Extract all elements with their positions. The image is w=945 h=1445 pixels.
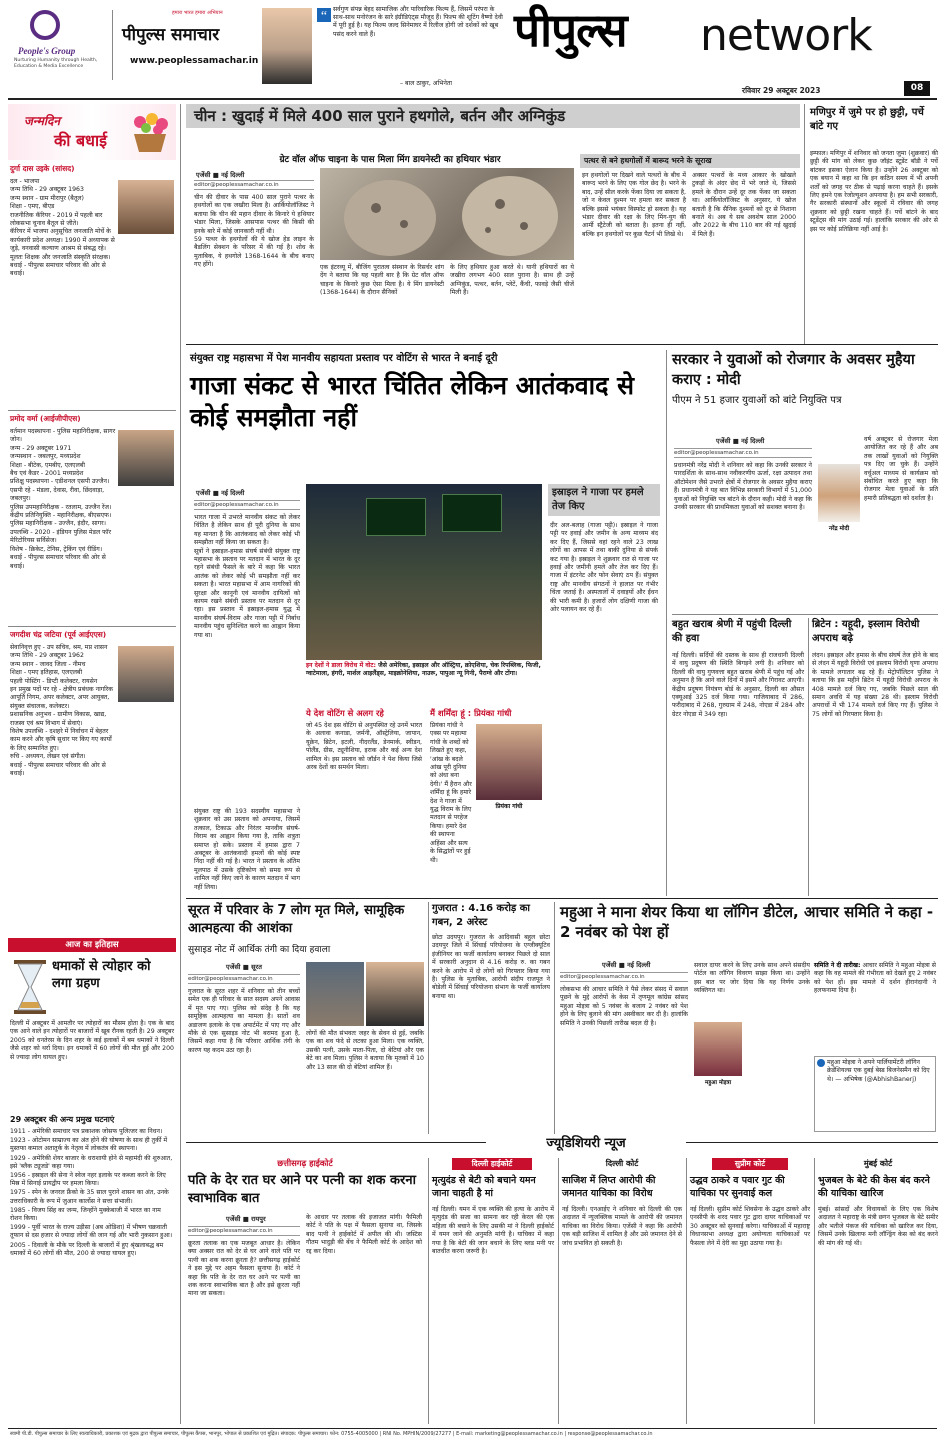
surat-body: गुजरात के सूरत शहर में शनिवार को तीन बच्चों समेत एक ही परिवार के सात सदस्य अपने आवास में मृत पाए गए। पुलिस को संदेह है कि यह सामूहिक आत्महत्या का मामला है। सातों शव अडाजण इलाके के एक अपार्टमेंट में पाए गए और मौके से एक सुसाइड नोट भी बरामद हुआ है, जिसमें कहा गया है कि परिवार आर्थिक तंगी के कारण यह कदम उठा रहा है। bbox=[188, 988, 300, 1054]
gaza-body-1: भारत गाजा में उभरते मानवीय संकट को लेकर चिंतित है लेकिन साथ ही पूरी दुनिया के साथ यह मानता है कि आतंकवाद को लेकर कोई भी समझौता नहीं किया जा सकता है। सूत्रों ने इस्राइल-हमास संघर्ष संबंधी संयुक्त राष्ट्र महासभा के प्रस्ताव पर मतदान में भारत के दूर रहने संबंधी फैसले के बारे में कहा कि भारत आतंक को लेकर कोई भी समझौता नहीं कर सकता है। भारत महासभा में आम नागरिकों की सुरक्षा और कानूनी एवं मानवीय दायित्वों को कायम रखने संबंधी प्रस्ताव पर मतदान से दूर रहा। इस प्रस्ताव में इस्राइल-हमास युद्ध में मानवीय संघर्ष-विराम और गाजा पट्टी में निर्बाध मानवीय पहुंच सुनिश्चित करने का आह्वान किया गया था। bbox=[194, 514, 300, 639]
mahua-byline: एजेंसी ■ नई दिल्ली bbox=[602, 961, 651, 969]
group-name: People's Group bbox=[18, 46, 76, 56]
quote-icon: “ bbox=[317, 8, 331, 22]
mb-headline: भुजबल के बेटे की केस बंद करने की याचिका खारिज bbox=[818, 1175, 930, 1199]
gujarat-headline: गुजरात : 4.16 करोड़ का गबन, 2 अरेस्ट bbox=[432, 903, 531, 928]
chh-byline: एजेंसी ■ रायपुर bbox=[226, 1215, 266, 1223]
surat-byline: एजेंसी ■ सूरत bbox=[226, 963, 262, 971]
gujarat-story bbox=[432, 902, 550, 1134]
gaza-body-2: संयुक्त राष्ट्र की 193 सदस्यीय महासभा ने शुक्रवार को उस प्रस्ताव को अपनाया, जिसमें तत्काल, टिकाऊ और निरंतर मानवीय संघर्ष-विराम का आह्वान किया गया है, ताकि शत्रुता समाप्त हो सके। प्रस्ताव में हमास द्वारा 7 अक्टूबर के आतंकवादी हमलों की कोई स्पष्ट निंदा नहीं की गई है। भारत ने प्रस्ताव के अंतिम मूलपाठ में उसके दृष्टिकोण को समग्र रूप से शामिल नहीं किए जाने के कारण मतदान में भाग नहीं लिया। bbox=[194, 808, 300, 891]
chh-email: editor@peoplessamachar.co.in bbox=[188, 1226, 300, 1236]
manipur-headline: मणिपुर में जुमे पर हो छुट्टी, पर्चे बांटे गए bbox=[810, 107, 924, 132]
brand-english: network bbox=[700, 10, 872, 61]
modi-caption: नरेंद्र मोदी bbox=[828, 526, 850, 532]
masthead bbox=[0, 0, 945, 96]
mahua-caption: महुआ मोइत्रा bbox=[704, 1080, 732, 1086]
china-byline: एजेंसी ■ नई दिल्ली bbox=[196, 171, 245, 179]
delhi-hc-headline: मृत्युदंड से बेटी को बचाने यमन जाना चाहती है मां bbox=[432, 1175, 536, 1199]
priyanka-caption: प्रियंका गांधी bbox=[495, 803, 523, 810]
gaza-sub1-body: जो 45 देश इस वोटिंग से अनुपस्थित रहे उनमें भारत के अलावा कनाडा, जर्मनी, ऑस्ट्रेलिया, जापान, यूक्रेन, ब्रिटेन, इटली, नीदरलैंड, डेनमार्क, स्वीडन, पोलैंड, ग्रीस, ट्यूनीशिया, इराक और कई अन्य देश शामिल थे। इस प्रस्ताव को जॉर्डन ने पेश किया जिसे अरब देशों का समर्थन मिला। bbox=[306, 722, 422, 772]
chhattisgarh-hc bbox=[186, 1158, 424, 1424]
britain-story bbox=[812, 618, 938, 896]
delhi-court-headline: साजिश में लिप्त आरोपी की जमानत याचिका का विरोध bbox=[562, 1175, 656, 1199]
tweet-box bbox=[814, 1056, 936, 1132]
caption-body: जैसे अमेरिका, इस्राइल और ऑस्ट्रिया, क्रोएशिया, चेक रिपब्लिक, फिजी, ग्वाटेमाला, हंगरी, मार्शल आइलैंड्स, माइक्रोनेशिया, नाउरू, पापुआ न्यू गिनी, पैराग्वे और टोंगा। bbox=[306, 662, 541, 678]
mahua-right-head: समिति ने दी तारीख: bbox=[814, 962, 861, 969]
event-item: 1911 - अमेरिकी समाचार पत्र प्रकाशक जोसफ पुलित्जर का निधन। bbox=[10, 1128, 163, 1135]
manipur-body: इम्फाल। मणिपुर में शनिवार को जनता जुमा (शुक्रवार) की छुट्टी की मांग को लेकर कुछ जॉइंट स्टूडेंट बॉडी ने पर्चे बांटकर इसका ऐलान किया है। उन्होंने 26 अक्टूबर को एक बयान में कहा था कि इन कठिन समय में भी अपनी शर्तों को जगह पर ठीक से पढ़ाई करना चाहते हैं। इसके लिए हमने एक रेजोल्यूशन अपनाया है। हम सभी सरकारी, गैर सरकारी संस्थानों और स्कूलों में रविवार की जगह शुक्रवार को छुट्टी रखना चाहते हैं। पर्चे बांटने के बाद स्टूडेंट्स की मांग उठाई गई। हालांकि सरकार की ओर से इस पर कोई प्रतिक्रिया नहीं आई है। bbox=[810, 150, 938, 233]
aaj-headline: धमाकों से त्योहार को लगा ग्रहण bbox=[52, 959, 151, 991]
delhi-court-label: दिल्ली कोर्ट bbox=[605, 1159, 639, 1168]
gaza-byline: एजेंसी ■ नई दिल्ली bbox=[196, 489, 245, 497]
surat-man-photo bbox=[366, 962, 424, 1026]
gaza-kicker: संयुक्त राष्ट्र महासभा में पेश मानवीय सहायता प्रस्ताव पर वोटिंग से भारत ने बनाई दूरी bbox=[190, 353, 498, 364]
china-col3: के लिए हथियार हुआ करते थे। यानी हथियारों का ये जखीरा लगभग 400 साल पुराना है। साथ ही उन्हें अग्निकुंड, पत्थर, बर्तन, प्लेटें, कैंची, फावड़े जैसी चीजें मिली हैं। bbox=[450, 264, 574, 297]
surat-story bbox=[186, 902, 426, 1134]
modi-story bbox=[672, 350, 938, 614]
gaza-sub3-head: इस्राइल ने गाजा पर हमले तेज किए bbox=[548, 484, 660, 516]
p3-name: जगदीश चंद्र जटिया (पूर्व आईएएस) bbox=[10, 630, 107, 639]
celebrity-quote: सर्वगुण संपन्न बेहद सामाजिक और पारिवारिक फिल्म हैं, जिसमें परंपरा के साथ-साथ मनोरंजन के सारे इंग्रीडिएंट्स मौजूद हैं। फिल्म की शूटिंग वैष्णो देवी में पूरी हुई है। यह फिल्म जल्द सिनेमाघर में रिलीज होगी जो दर्शकों को खूब पसंद करने वाले हैं। bbox=[333, 6, 503, 38]
mb-body: मुंबई। सांसदों और विधायकों के लिए एक विशेष अदालत ने महाराष्ट्र के मंत्री छगन भुजबल के बेटे समीर और भतीजे पंकज की याचिका को खारिज कर दिया, जिसमें उनके खिलाफ मनी लॉन्ड्रिंग केस को बंद करने की मांग की गई थी। bbox=[818, 1206, 938, 1247]
website-link[interactable]: www.peoplessamachar.in bbox=[130, 56, 259, 66]
p2-name: प्रमोद वर्मा (आईजीपीएस) bbox=[10, 414, 81, 423]
delhi-air-story bbox=[672, 618, 804, 896]
china-side-col1: इन हथगोलों पर दिखने वाले पत्थरों के बीच में बारूद भरने के लिए एक गोल छेद है। भरने के बाद, उन्हें सील करके फेंका दिया जा सकता है, जो न केवल दुश्मन पर हमला कर सकता है बल्कि इससे भयंकर विस्फोट हो सकता है। यह भंडार दीवार की रक्षा के लिए मिंग-युग की आर्मी स्ट्रैटेजी को बताता है। इतना ही नहीं, बल्कि इन हथगोलों पर कुछ पैटर्न भी लिखे थे। bbox=[582, 172, 686, 238]
gaza-headline: गाजा संकट से भारत चिंतित लेकिन आतंकवाद से कोई समझौता नहीं bbox=[190, 371, 635, 432]
surat-body-2: लोगों की मौत संभवतः जहर के सेवन से हुई, जबकि एक का शव फंदे से लटका हुआ मिला। एक व्यक्ति, उसकी पत्नी, उसके माता-पिता, दो बेटियां और एक बेटे का शव मिला। पुलिस ने बताया कि मृतकों में 10 और 13 साल की दो बेटियां शामिल हैं। bbox=[306, 1030, 424, 1071]
mahua-headline: महुआ ने माना शेयर किया था लॉगिन डीटेल, आचार समिति ने कहा - 2 नवंबर को पेश हों bbox=[560, 903, 934, 941]
flower-basket-icon bbox=[130, 110, 170, 154]
mahua-right-body: आचार समिति ने महुआ मोइत्रा से कहा कि वह मामले की गंभीरता को देखते हुए 2 नवंबर को पेश हों। इस मामले में दर्शन हीरानंदानी ने हलफनामा दिया है। bbox=[814, 962, 936, 995]
manipur-story bbox=[810, 104, 938, 344]
tweet-icon bbox=[817, 1059, 825, 1067]
priyanka-gandhi-photo bbox=[476, 724, 542, 800]
p2-photo bbox=[118, 430, 174, 486]
supreme-court bbox=[690, 1158, 810, 1424]
mahua-right-col bbox=[814, 962, 936, 1052]
surat-family-photo bbox=[306, 962, 364, 1026]
chh-label: छत्तीसगढ़ हाईकोर्ट bbox=[277, 1158, 333, 1168]
vote-screen bbox=[366, 498, 426, 536]
sc-body: नई दिल्ली। सुप्रीम कोर्ट शिवसेना के उद्धव ठाकरे और एनसीपी के शरद पवार गुट द्वारा दायर याचिकाओं पर 30 अक्टूबर को सुनवाई करेगा। याचिकाओं में महाराष्ट्र विधानसभा अध्यक्ष द्वारा अयोग्यता याचिकाओं पर फैसला लेने में देरी का मुद्दा उठाया गया है। bbox=[690, 1206, 810, 1247]
gaza-sub2-head: मैं शर्मिंदा हूं : प्रियंका गांधी bbox=[430, 708, 512, 718]
britain-headline: ब्रिटेन : यहूदी, इस्लाम विरोधी अपराध बढ़े bbox=[812, 619, 920, 644]
china-email: editor@peoplessamachar.co.in bbox=[194, 180, 314, 190]
chh-body: क्रूरता तलाक का एक मजबूत आधार है। लेकिन क्या अक्सर रात को देर से घर आने वाले पति पर पत्नी का शक करना क्रूरता है? छत्तीसगढ़ हाईकोर्ट ने इस मुद्दे पर अहम फैसला सुनाया है। कोर्ट ने कहा कि पति के देर रात घर आने पर पत्नी का शक करना स्वाभाविक बात है और इसे क्रूरता नहीं माना जा सकता। bbox=[188, 1240, 300, 1298]
aaj-events-list bbox=[10, 1128, 174, 1424]
britain-body: लंदन। इस्राइल और हमास के बीच संघर्ष तेज होने के बाद से लंदन में यहूदी विरोधी एवं इस्लाम विरोधी घृणा अपराध के मामले लगातार बढ़ रहे हैं। मेट्रोपॉलिटन पुलिस ने बताया कि इस महीने ब्रिटेन में यहूदी विरोधी अपराध के 408 मामले दर्ज किए गए, जबकि पिछले साल की समान अवधि में यह संख्या 28 थी। इस्लाम विरोधी अपराधों में भी 174 मामले दर्ज किए गए हैं। पुलिस ने 75 लोगों को गिरफ्तार किया है। bbox=[812, 652, 938, 718]
aaj-body: दिल्ली में अक्टूबर में आमतौर पर त्योहारों का मौसम होता है। एक के बाद एक आने वाले इन त्योहारों पर बाजारों में खूब रौनक रहती है। 29 अक्टूबर 2005 को धनतेरस के दिन शहर के कई इलाकों में बम धमाकों ने दिल्ली जैसे शहर को थर्रा दिया। इन धमाकों में 60 लोगों की मौत हुई और 200 से ज्यादा लोग घायल हुए। bbox=[10, 1020, 174, 1061]
aaj-bar: आज का इतिहास bbox=[8, 938, 176, 952]
banner-title-1: जन्मदिन bbox=[24, 114, 61, 128]
vote-screen bbox=[442, 494, 502, 532]
event-item: 1985 - विजय सिंह का जन्म, जिन्होंने मुक्केबाजी में भारत का नाम रोशन किया। bbox=[10, 1206, 161, 1223]
gaza-sub2-body: प्रियंका गांधी ने एक्स पर महात्मा गांधी के शब्दों को लिखते हुए कहा, 'आंख के बदले आंख पूरी दुनिया को अंधा बना देगी।' मैं हैरान और शर्मिंदा हूं कि हमारे देश ने गाजा में युद्ध विराम के लिए मतदान से परहेज किया। हमारे देश की स्थापना अहिंसा और सत्य के सिद्धांतों पर हुई थी। bbox=[430, 722, 472, 864]
sc-headline: उद्धव ठाकरे व पवार गुट की याचिका पर सुनवाई कल bbox=[690, 1175, 785, 1199]
china-side-head: पत्थर से बने हथगोलों में बारूद भरने के सूराख bbox=[580, 154, 800, 168]
modi-sub: पीएम ने 51 हजार युवाओं को बांटे नियुक्ति पत्र bbox=[672, 395, 842, 406]
mumbai-court bbox=[818, 1158, 938, 1424]
gaza-sub1-head: ये देश वोटिंग से अलग रहे bbox=[306, 708, 384, 718]
celebrity-photo bbox=[262, 8, 312, 84]
surat-sub: सुसाइड नोट में आर्थिक तंगी का दिया हवाला bbox=[188, 945, 331, 955]
caption-head: इन देशों ने डाला विरोध में वोट: bbox=[306, 662, 376, 669]
mahua-photo bbox=[694, 1022, 742, 1076]
delhi-hc bbox=[432, 1158, 554, 1424]
gaza-block bbox=[186, 440, 662, 896]
modi-right: वर्ष अक्टूबर से रोजगार मेला आयोजित कर रहे हैं और अब तक लाखों युवाओं को नियुक्ति पत्र दिए जा चुके हैं। उन्होंने वर्चुअल माध्यम से कार्यक्रम को संबोधित करते हुए कहा कि रोजगार मेला युवाओं के प्रति हमारी प्रतिबद्धता को दर्शाता है। bbox=[864, 436, 938, 502]
surat-headline: सूरत में परिवार के 7 लोग मृत मिले, सामूहिक आत्महत्या की आशंका bbox=[188, 903, 405, 936]
page-number: 08 bbox=[904, 81, 930, 96]
mahua-story bbox=[558, 902, 938, 1134]
p1-name: दुर्गा दास उइके (सांसद) bbox=[10, 164, 75, 173]
gaza-email: editor@peoplessamachar.co.in bbox=[194, 500, 300, 510]
p1-details: दल - भाजपा जन्म तिथि - 29 अक्टूबर 1963 जन्म स्थान - ग्राम मीरापुर (बैतूल) शिक्षा - एमए, बीएड राजनीतिक कॅरियर - 2019 में पहली बार लोकसभा चुनाव बैतूल से जीते। कॅरियर में भाजपा अनुसूचित जनजाति मोर्चे के कार्यकारी प्रदेश अध्यक्ष। 1990 में अध्यापक से जुड़े, वनवासी कल्याण आश्रम से संबद्ध रहे। मूलतः शिक्षक और जनजाति संस्कृति संरक्षक। बधाई - पीपुल्स समाचार परिवार की ओर से बधाई। bbox=[10, 178, 115, 278]
group-tagline: Nurturing Humanity through Health, Education & Media Excellence bbox=[14, 58, 98, 69]
mb-label: मुंबई कोर्ट bbox=[863, 1159, 893, 1168]
gujarat-body: छोटा उदयपुर। गुजरात के आदिवासी बहुल छोटा उदयपुर जिले में सिंचाई परियोजना के एग्जीक्यूटिव इंजीनियर का फर्जी कार्यालय बनाकर पिछले दो साल में सरकारी अनुदान से 4.16 करोड़ रु. का गबन करने के आरोप में दो लोगों को गिरफ्तार किया गया है। पुलिस के मुताबिक, आरोपी संदीप राजपूत ने बोडेली में सिंचाई परियोजना संभाग के फर्जी कार्यालय बनाया था। bbox=[432, 934, 550, 1000]
delhi-air-body: नई दिल्ली। सर्दियों की दस्तक के साथ ही राजधानी दिल्ली में वायु प्रदूषण की स्थिति बिगड़ने लगी है। शनिवार को दिल्ली की वायु गुणवत्ता बहुत खराब श्रेणी में पहुंच गई और अनुमान है कि आने वाले दिनों में इसमें और गिरावट आएगी। केंद्रीय प्रदूषण नियंत्रण बोर्ड के अनुसार, दिल्ली का औसत एक्यूआई 325 दर्ज किया गया। गाजियाबाद में 286, फरीदाबाद में 268, गुरुग्राम में 248, नोएडा में 284 और ग्रेटर नोएडा में 349 रहा। bbox=[672, 652, 804, 718]
banner-title-2: की बधाई bbox=[54, 131, 107, 150]
hourglass-icon bbox=[12, 958, 48, 1016]
tweet-text: महुआ मोइत्रा ने अपने पार्लियामेंटरी लॉगिन क्रेडेंशियल्स एक दुबई बेस्ड बिजनेसमैन को दिए थे। — अभिषेक (@AbhishBanerj) bbox=[827, 1059, 930, 1083]
peoples-group-logo bbox=[30, 10, 60, 40]
mahua-body: लोकसभा की आचार समिति ने पैसे लेकर संसद में सवाल पूछने के मुद्दे आरोपों के केस में तृणमूल कांग्रेस सांसद महुआ मोइत्रा को 5 नवंबर के बजाय 2 नवंबर को पेश होने के लिए बुलाने की मांग अस्वीकार कर दी है। हालांकि समिति ने उनकी पिछली तारीख बदल दी है। bbox=[560, 986, 688, 1027]
modi-email: editor@peoplessamachar.co.in bbox=[674, 448, 812, 458]
mahua-body-2: सवाल दायर करने के लिए उनके साथ अपने संसदीय पोर्टल का लॉगिन विवरण साझा किया था। उन्होंने इस बात पर जोर दिया कि यह निर्णय उनके व्यक्तिगत था। bbox=[694, 962, 810, 995]
delhi-hc-label: दिल्ली हाईकोर्ट bbox=[452, 1158, 532, 1170]
china-side-col2: अक्सर पत्थरों के मध्य आकार के खोखले टुकड़ों के अंदर छेद में भरे जाते थे, जिससे हमले के दौरान उन्हें दूर तक फेंका जा सकता था। आर्कियोलॉजिस्ट के अनुसार, ये खोज बताती है कि सैनिक दुश्मनों को दूर से निशाना बनाते थे। अब ये सब अवशेष साल 2000 और 2022 के बीच 110 बार की गई खुदाई में मिले हैं। bbox=[692, 172, 796, 238]
china-col1: चीन की दीवार के पास 400 साल पुराने पत्थर के हथगोलों का एक जखीरा मिला है। आर्कियोलॉजिस्ट ने बताया कि चीन की महान दीवार के किनारे ये हथियार भंडार मिला, जिसके आसपास पत्थर की किसी की इनके बारे में कोई जानकारी नहीं थी। 59 पत्थर के हथगोलों की ये खोज हेड लाइन के बैडलिंग सेक्शन के परिसर में की गई है। शोध के मुताबिक, ये हथगोले 1368-1644 के बीच बनाए गए होंगे। bbox=[194, 194, 314, 269]
delhi-hc-body: नई दिल्ली। यमन में एक व्यक्ति की हत्या के आरोप में मृत्युदंड की सजा का सामना कर रही केरल की एक महिला की बचाने के लिए उसकी मां ने दिल्ली हाईकोर्ट में यमन जाने की अनुमति मांगी है। याचिका में कहा गया है कि बेटी की जान बचाने के लिए ब्लड मनी पर बातचीत करना जरूरी है। bbox=[432, 1206, 554, 1256]
aaj-ka-itihas bbox=[8, 938, 176, 1426]
delhi-court bbox=[562, 1158, 682, 1424]
delhi-air-headline: बहुत खराब श्रेणी में पहुंची दिल्ली की हवा bbox=[672, 619, 792, 644]
p2-details: वर्तमान पदस्थापना - पुलिस महानिरीक्षक, सागर जोन। जन्म - 29 अक्टूबर 1971 जन्मस्थान - जबलपुर, मध्यप्रदेश शिक्षा - बीटेक, एमबीए, एलएलबी बैच एवं कैडर - 2001 मध्यप्रदेश प्रशिक्षु पदस्थापना - एडीशनल एसपी उज्जैन। एसपी रहे - मंडला, देवास, रीवा, छिंदवाड़ा, जबलपुर। पुलिस उपमहानिरीक्षक - रतलाम, उज्जैन रेंज। केंद्रीय प्रतिनियुक्ति - महानिरीक्षक, बीएसएफ। पुलिस महानिरीक्षक - उज्जैन, इंदौर, सागर। उपलब्धि - 2020 - इंडियन पुलिस मेडल फॉर मेरिटोरियस सर्विसेज। विशेष - क्रिकेट, टेनिस, ट्रेकिंग एवं रीडिंग। बधाई - पीपुल्स समाचार परिवार की ओर से बधाई। bbox=[10, 428, 116, 570]
p1-photo bbox=[118, 180, 174, 234]
stone-grenades-photo bbox=[320, 168, 574, 260]
celebrity-name: – बाल ठाकुर, अभिनेता bbox=[400, 80, 453, 87]
brand-hindi: पीपुल्स bbox=[514, 3, 627, 57]
paper-tag: हमारा भारत हमारा अभियान bbox=[172, 10, 223, 16]
event-item: 1975 - स्पेन के जनरल फ्रैंको के 35 साल पुराने शासन का अंत, उनके उत्तराधिकारी के रूप में जुआन कार्लोस ने सत्ता संभाली। bbox=[10, 1189, 169, 1205]
event-item: 1956 - इस्राइल की सेना ने स्वेज नहर इलाके पर कब्जा करने के लिए मिस्र में सिनाई प्रायद्वीप पर हमला किया। bbox=[10, 1172, 166, 1188]
event-item: 2005 - दिवाली के मौके पर दिल्ली के बाजारों में हुए श्रृंखलाबद्ध बम धमाकों में 60 लोगों की मौत, 200 से ज्यादा घायल हुए। bbox=[10, 1241, 164, 1257]
p3-photo bbox=[118, 646, 174, 702]
modi-body: प्रधानमंत्री नरेंद्र मोदी ने शनिवार को कहा कि उनकी सरकार ने पारदर्शिता के साथ-साथ नवीकरणीय ऊर्जा, रक्षा उत्पादन तथा ऑटोमेशन जैसे उभरते क्षेत्रों में रोजगार के अवसर मुहैया कराए हैं। प्रधानमंत्री ने यह बात विभिन्न सरकारी विभागों में 51,000 युवाओं को नियुक्ति पत्र बांटने के दौरान कही। मोदी ने कहा कि उनकी सरकार की प्राथमिकता युवाओं को सशक्त बनाना है। bbox=[674, 462, 812, 512]
footer-imprint: स्वामी पी.डी. पीपुल्स समाचार के लिए स्वत्वाधिकारी, प्रकाशक एवं मुद्रक द्वारा पीपुल्स समाचार, पीपुल्स कैंपस, भानपुर, भोपाल से प्रकाशित एवं मुद्रित। संपादक: पीपुल्स समाचार। फोन: 0755-4005000 | RNI No. MPHIN/2009/27277 | E-mail: marketing@peoplessamachar.co.in | response@peoplessamachar.co.in bbox=[10, 1431, 653, 1437]
issue-date: रविवार 29 अक्टूबर 2023 bbox=[742, 86, 821, 95]
modi-photo bbox=[818, 464, 860, 522]
delhi-court-body: नई दिल्ली। एनआईए ने शनिवार को दिल्ली की एक अदालत में न्यूजक्लिक मामले के आरोपी की जमानत याचिका का विरोध किया। एजेंसी ने कहा कि आरोपी एक बड़ी साजिश में शामिल है और उसे जमानत देने से जांच प्रभावित हो सकती है। bbox=[562, 1206, 682, 1247]
china-headline: चीन : खुदाई में मिले 400 साल पुराने हथगोले, बर्तन और अग्निकुंड bbox=[186, 104, 800, 128]
event-item: 1999 - पूर्वी भारत के राज्य उड़ीसा (अब ओडिशा) में भीषण चक्रवाती तूफान से दस हजार से ज्यादा लोगों की जान गई और भारी नुकसान हुआ। bbox=[10, 1224, 173, 1240]
surat-email: editor@peoplessamachar.co.in bbox=[188, 974, 300, 984]
paper-name: पीपुल्स समाचार bbox=[122, 25, 220, 45]
judiciary-band: ज्यूडिशियरी न्यूज bbox=[486, 1134, 686, 1154]
gaza-sub3-body: दीर अल-बलाह (गाजा पट्टी)। इस्राइल ने गाजा पट्टी पर हवाई और जमीन के अन्य माध्यम बंद कर दिए हैं, जिससे वहां रहने वाले 23 लाख लोगों का आपस में तथा बाकी दुनिया से संपर्क कट गया है। इस्राइल ने शुक्रवार रात से गाजा पर हवाई और जमीनी हमले और तेज कर दिए हैं। गाजा में इंटरनेट और फोन सेवाएं ठप हैं। संयुक्त राष्ट्र और मानवीय संगठनों ने हालात पर गंभीर चिंता जताई है। अस्पतालों में दवाइयों और ईंधन की भारी कमी है। हजारों लोग दक्षिणी गाजा की ओर पलायन कर रहे हैं। bbox=[550, 522, 658, 614]
birthday-banner bbox=[8, 104, 176, 160]
aaj-events-title: 29 अक्टूबर की अन्य प्रमुख घटनाएं bbox=[10, 1115, 115, 1124]
mahua-email: editor@peoplessamachar.co.in bbox=[560, 972, 688, 982]
birthday-section bbox=[8, 104, 176, 934]
p3-details: सेवानिवृत्त हुए - उप सचिव, श्रम, मप्र शासन जन्म तिथि - 29 अक्टूबर 1962 जन्म स्थान - जावद जिला - नीमच शिक्षा - एमए इतिहास, एलएलबी पहली पोस्टिंग - डिप्टी कलेक्टर, रायसेन इन प्रमुख पदों पर रहे - क्षेत्रीय प्रबंधक नागरिक आपूर्ति निगम, अपर कलेक्टर, अपर आयुक्त, संयुक्त संचालक, कलेक्टर। प्रशासनिक अनुभव - ग्रामीण विकास, खाद्य, राजस्व एवं श्रम विभाग में सेवाएं। विशेष उपलब्धि - दशहरे में निर्वाचन में बेहतर काम करने और कृषि सुधार पर किए गए कार्यों के लिए सम्मानित हुए। रुचि - अध्ययन, लेखन एवं संगीत। बधाई - पीपुल्स समाचार परिवार की ओर से बधाई। bbox=[10, 644, 114, 778]
event-item: 1923 - ओटोमन साम्राज्य का अंत होने की घोषणा के साथ ही तुर्की में मुस्तफा कमाल अतातुर्क के नेतृत्व में लोकतंत्र की स्थापना। bbox=[10, 1137, 168, 1153]
chh-body-2: के आधार पर तलाक की इजाजत मांगी। फैमिली कोर्ट ने पति के पक्ष में फैसला सुनाया था, जिसके बाद पत्नी ने हाईकोर्ट में अपील की थी। जस्टिस गौतम भादुड़ी की बेंच ने फैमिली कोर्ट के आदेश को रद्द कर दिया। bbox=[306, 1214, 422, 1255]
china-subheadline: ग्रेट वॉल ऑफ चाइना के पास मिला मिंग डायनेस्टी का हथियार भंडार bbox=[279, 155, 501, 165]
china-col2: एक इंटरव्यू में, बीजिंग पुरातत्व संस्थान के रिसर्चर शांग देंग ने बताया कि यह पहली बार है कि ग्रेट वॉल ऑफ चाइना के किनारे कुछ ऐसा मिला है। ये मिंग डायनेस्टी (1368-1644) के दौरान सैनिकों bbox=[320, 264, 444, 297]
sc-label: सुप्रीम कोर्ट bbox=[712, 1158, 788, 1170]
un-general-assembly-photo bbox=[306, 484, 542, 660]
event-item: 1929 - अमेरिकी शेयर बाजार के धराशायी होने से महामंदी की शुरुआत, इसे 'ब्लैक ट्यूजडे' कहा गया। bbox=[10, 1154, 173, 1170]
modi-headline: सरकार ने युवाओं को रोजगार के अवसर मुहैया कराए : मोदी bbox=[672, 352, 915, 388]
modi-byline: एजेंसी ■ नई दिल्ली bbox=[716, 437, 765, 445]
gaza-photo-caption bbox=[306, 662, 542, 702]
chh-headline: पति के देर रात घर आने पर पत्नी का शक करना स्वाभाविक बात bbox=[188, 1173, 416, 1206]
